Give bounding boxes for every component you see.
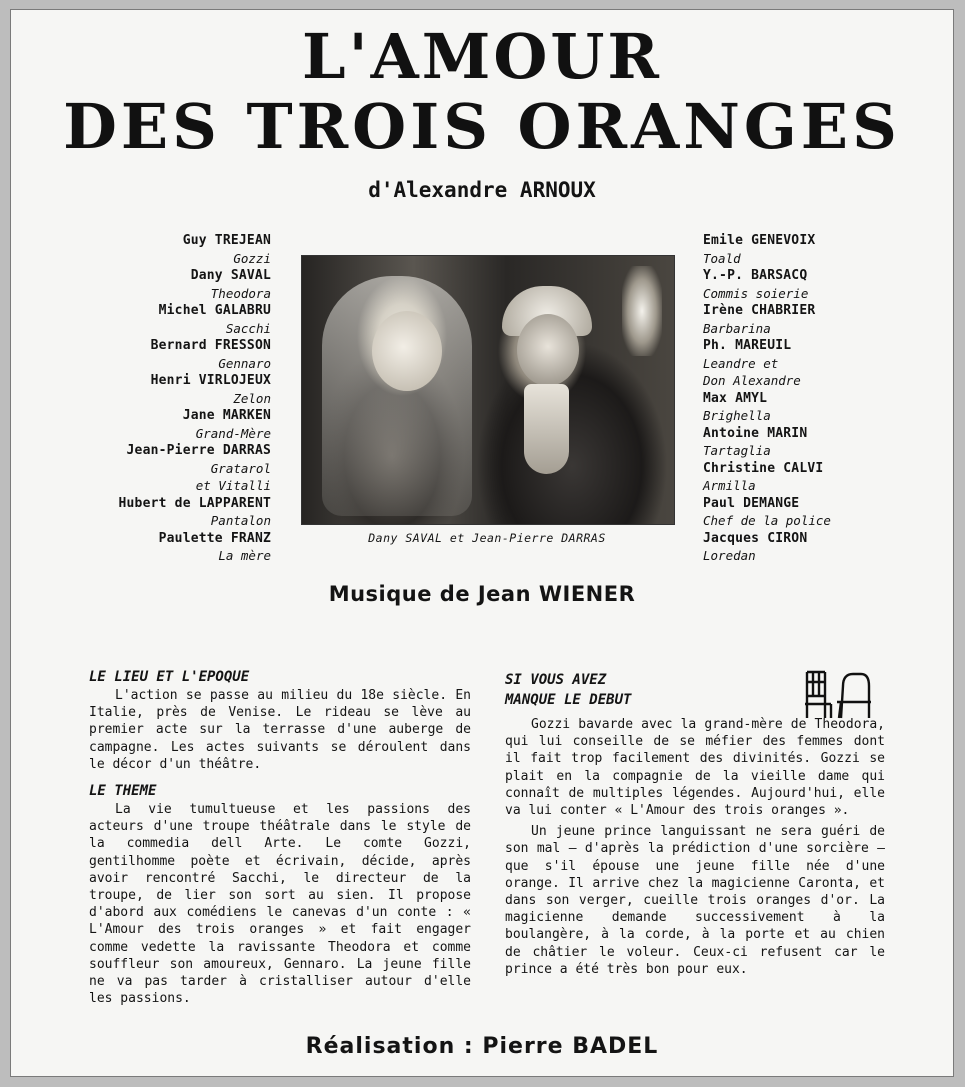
role-name: Brighella (703, 408, 771, 423)
cast-entry (71, 530, 271, 565)
cast-list-left (71, 232, 271, 565)
cast-entry (71, 267, 271, 302)
actor-name: Ph. MAREUIL (703, 338, 792, 353)
section-heading-line-2: MANQUE LE DEBUT (505, 692, 632, 708)
section-heading: LE THEME (89, 783, 157, 800)
role-name: Gennaro (218, 355, 271, 371)
cast-entry (71, 442, 271, 495)
role-name: Grand-Mère (195, 425, 271, 441)
role-name: Pantalon (210, 513, 271, 528)
cast-entry (703, 495, 943, 530)
photo-actor-face (517, 314, 579, 386)
actor-name: Irène CHABRIER (703, 303, 816, 318)
cast-entry (703, 460, 943, 495)
actor-name: Christine CALVI (703, 460, 824, 476)
section-heading-line-1: SI VOUS AVEZ (505, 672, 607, 688)
role-name: Barbarina (703, 320, 771, 336)
role-name: Theodora (210, 285, 271, 301)
photo-caption: Dany SAVAL et Jean-Pierre DARRAS (368, 531, 606, 545)
role-name: Zelon (233, 390, 271, 406)
article-paragraph: Gozzi bavarde avec la grand-mère de Theodora, qui lui conseille de se méfier des femmes dont il fait trop facilement des divinités. Gozzi se plait en la compagnie de la vieille dame qui connaît de multiples légendes. Aujourd'hui, elle va lui conter « L'Amour des trois oranges ». (505, 717, 885, 819)
actor-name: Paul DEMANGE (703, 495, 800, 511)
cast-entry (703, 390, 943, 425)
cast-entry (703, 232, 943, 267)
actor-name: Jean-Pierre DARRAS (126, 443, 271, 458)
photo-actress-face (372, 311, 442, 391)
title-line-1: L'AMOUR (302, 20, 662, 93)
photo-actor-jabot (524, 384, 569, 474)
title-line-2: DES TROIS ORANGES (63, 90, 901, 163)
magazine-page (10, 9, 954, 1077)
role-name: et Vitalli (195, 478, 271, 493)
actor-name: Henri VIRLOJEUX (150, 373, 271, 388)
role-name: Armilla (703, 478, 756, 493)
actor-name: Hubert de LAPPARENT (118, 495, 271, 511)
cast-entry (71, 337, 271, 372)
role-name: Sacchi (225, 320, 271, 336)
cast-list-right (703, 232, 943, 565)
actor-name: Max AMYL (703, 390, 768, 406)
role-name: Toald (703, 250, 741, 266)
article-paragraph: L'action se passe au milieu du 18e siècle. En Italie, près de Venise. Le rideau se lève au premier acte sur la terrasse d'une auberge de campagne. Les actes suivants se déroulent dans le décor d'un théâtre. (89, 688, 471, 772)
role-name: Don Alexandre (703, 373, 801, 388)
role-name: Commis soierie (703, 285, 809, 301)
role-name: Gozzi (233, 250, 271, 266)
cast-entry (71, 407, 271, 442)
cast-entry (703, 302, 943, 337)
actor-name: Emile GENEVOIX (703, 233, 816, 248)
article-paragraph: Un jeune prince languissant ne sera guéri de son mal — d'après la prédiction d'une sorcière — que s'il épouse une jeune fille née d'une orange. Il arrive chez la magicienne Caronta, et dans son verger, cueille trois oranges d'or. La magicienne demande successivement à la boulangère, à la corde, à la porte et au chien de châtier le voleur. Ceux-ci refusent car le prince a été très bon pour eux. (505, 824, 885, 977)
cast-entry (71, 232, 271, 267)
chairs-icon (801, 668, 873, 720)
cast-entry (703, 530, 943, 565)
role-name: Chef de la police (703, 513, 831, 528)
cast-entry (703, 425, 943, 460)
cast-entry (71, 495, 271, 530)
article-paragraph: La vie tumultueuse et les passions des acteurs d'une troupe théâtrale dans le style de la commedia dell Arte. Le comte Gozzi, gentilhomme poète et écrivain, décide, après avoir rencontré Sacchi, le directeur de la troupe, de lier son sort au sien. Il propose d'abord aux comédiens le canevas d'un conte : « L'Amour des trois oranges » et fait engager comme vedette la ravissante Theodora et comme souffleur son amoureux, Gennaro. La jeune fille ne va pas tarder à cristalliser autour d'elle les passions. (89, 802, 471, 1007)
role-name: Loredan (703, 548, 756, 563)
actor-name: Y.-P. BARSACQ (703, 268, 808, 283)
music-credit: Musique de Jean WIENER (328, 582, 636, 606)
role-name: La mère (218, 548, 271, 563)
role-name: Gratarol (210, 460, 271, 476)
author-line: d'Alexandre ARNOUX (368, 178, 596, 202)
role-name: Tartaglia (703, 443, 771, 458)
role-name: Leandre et (703, 355, 779, 371)
photo-chandelier (622, 266, 662, 356)
actor-name: Dany SAVAL (190, 268, 271, 283)
actor-name: Bernard FRESSON (150, 338, 271, 353)
cast-entry (703, 267, 943, 302)
cast-entry (71, 372, 271, 407)
actor-name: Antoine MARIN (703, 425, 808, 441)
article-column-left (89, 667, 471, 1007)
cast-entry (71, 302, 271, 337)
cast-entry (703, 337, 943, 390)
realisation-credit: Réalisation : Pierre BADEL (305, 1034, 659, 1059)
actor-name: Paulette FRANZ (158, 530, 271, 546)
production-photo (301, 255, 675, 525)
actor-name: Jacques CIRON (703, 530, 808, 546)
actor-name: Michel GALABRU (158, 303, 271, 318)
actor-name: Guy TREJEAN (182, 233, 271, 248)
section-heading: LE LIEU ET L'EPOQUE (89, 669, 250, 685)
actor-name: Jane MARKEN (182, 408, 271, 423)
